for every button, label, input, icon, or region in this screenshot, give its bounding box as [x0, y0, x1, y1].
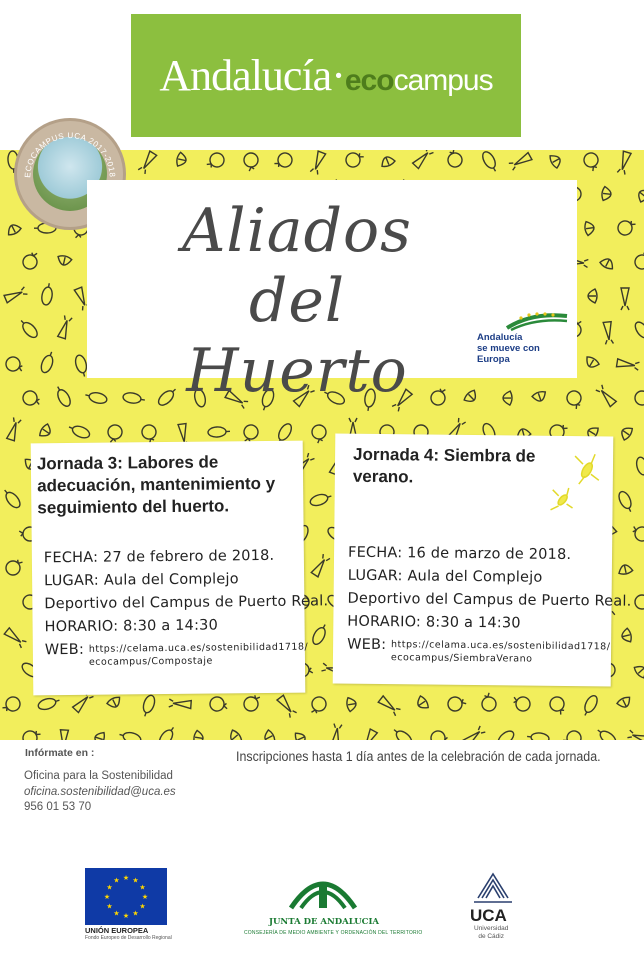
vegetable-doodle [447, 695, 468, 712]
horario-label: HORARIO: [347, 613, 422, 631]
vegetable-doodle [635, 456, 644, 480]
eu-label: UNIÓN EUROPEA [85, 926, 149, 935]
title-line-1: Aliados del [182, 196, 412, 336]
vegetable-doodle [378, 696, 400, 716]
vegetable-doodle [565, 389, 585, 411]
lugar-value: Aula del Complejo [103, 571, 239, 589]
informate-label: Infórmate en : [25, 747, 95, 759]
card-title: Jornada 3: Labores de adecuación, mantenimiento y seguimiento del huerto. [36, 452, 276, 518]
fecha-label: FECHA: [347, 544, 403, 562]
vegetable-doodle [59, 730, 68, 740]
badge-line-1: Andalucía [477, 332, 523, 343]
uca-sub-1: Universidad [474, 925, 509, 932]
vegetable-doodle [169, 699, 192, 709]
vegetable-doodle [493, 728, 516, 740]
vegetable-doodle [619, 425, 634, 442]
vegetable-doodle [84, 390, 108, 405]
eu-star-icon: ★ [139, 902, 146, 911]
contact-phone: 956 01 53 70 [24, 801, 92, 813]
vegetable-doodle [603, 322, 613, 345]
vegetable-doodle [307, 694, 328, 717]
vegetable-doodle [633, 320, 644, 344]
eu-sub: Fondo Europeo de Desarrollo Regional [85, 935, 172, 941]
jornada-4-card [333, 434, 632, 687]
vegetable-doodle [21, 389, 43, 409]
eu-star-icon: ★ [122, 874, 130, 882]
web-link[interactable]: https://celama.uca.es/sostenibilidad1718/ [88, 641, 309, 655]
junta-andalucia-emblem-icon [285, 868, 361, 914]
vegetable-doodle [20, 249, 41, 272]
card-title: Jornada 4: Siembra de verano. [352, 444, 536, 487]
vegetable-doodle [633, 663, 644, 679]
seal-text: ECOCAMPUS UCA 2017-2018 [23, 130, 117, 178]
logo-campus: campus [393, 64, 493, 97]
vegetable-doodle [4, 628, 26, 648]
vegetable-doodle [617, 151, 631, 174]
horario-value: 8:30 a 14:30 [425, 614, 521, 632]
vegetable-doodle [595, 726, 618, 740]
vegetable-doodle [413, 150, 434, 169]
vegetable-doodle [621, 288, 629, 310]
vegetable-doodle [193, 730, 204, 740]
card-details [347, 542, 632, 667]
eu-star-icon: ★ [106, 883, 113, 892]
vegetable-doodle [618, 564, 634, 576]
web-label: WEB: [44, 641, 85, 659]
vegetable-doodle [379, 155, 395, 169]
lugar-label: LUGAR: [347, 567, 403, 585]
vegetable-doodle [311, 554, 330, 577]
web-link-2[interactable]: ecocampus/Compostaje [88, 655, 213, 668]
vegetable-doodle [20, 726, 43, 740]
junta-label: JUNTA DE ANDALUCIA [269, 917, 380, 927]
jornada-3-card [31, 441, 329, 696]
vegetable-doodle [118, 730, 142, 740]
vegetable-doodle [588, 289, 597, 303]
eu-stars-icon [85, 868, 167, 925]
uca-emblem-icon [470, 868, 516, 906]
vegetable-doodle [227, 729, 243, 740]
badge-text [477, 332, 573, 365]
vegetable-doodle [138, 151, 156, 174]
logo-dot: · [331, 51, 345, 100]
svg-text:ECOCAMPUS UCA 2017-2018 [23, 131, 117, 178]
vegetable-doodle [312, 425, 327, 444]
vegetable-doodle [616, 696, 633, 710]
title-line-2: Huerto [186, 336, 408, 406]
vegetable-doodle [429, 729, 450, 740]
contact-email[interactable]: oficina.sostenibilidad@uca.es [24, 785, 176, 798]
vegetable-doodle [157, 724, 178, 740]
eu-star-icon: ★ [113, 909, 120, 918]
vegetable-doodle [526, 731, 549, 740]
vegetable-doodle [601, 186, 612, 201]
vegetable-doodle [344, 150, 366, 169]
lugar-value-2: Deportivo del Campus de Puerto Real. [347, 590, 632, 610]
vegetable-doodle [310, 622, 329, 646]
vegetable-doodle [3, 354, 26, 375]
fecha-value: 16 de marzo de 2018. [407, 545, 572, 564]
vegetable-doodle [4, 287, 27, 303]
vegetable-doodle [510, 693, 532, 714]
lugar-value: Aula del Complejo [407, 568, 543, 586]
vegetable-doodle [106, 696, 123, 710]
vegetable-doodle [176, 152, 188, 168]
vegetable-doodle [294, 730, 308, 740]
office-name: Oficina para la Sostenibilidad [24, 770, 173, 782]
vegetable-doodle [310, 151, 325, 174]
vegetable-doodle [360, 729, 377, 740]
vegetable-doodle [331, 724, 342, 740]
vegetable-doodle [277, 695, 297, 717]
vegetable-doodle [463, 726, 485, 740]
logo-brand: Andalucía [159, 51, 332, 100]
vegetable-doodle [244, 153, 258, 171]
fecha-value: 27 de febrero de 2018. [102, 547, 275, 566]
vegetable-doodle [58, 315, 72, 338]
vegetable-doodle [582, 151, 601, 173]
horario-value: 8:30 a 14:30 [123, 617, 219, 635]
logo-text [159, 50, 492, 101]
vegetable-doodle [1, 487, 23, 510]
card-details [43, 545, 329, 670]
lugar-value-2: Deportivo del Campus de Puerto Real. [44, 593, 329, 613]
eu-star-icon: ★ [103, 893, 111, 901]
vegetable-doodle [580, 694, 599, 718]
junta-sub: CONSEJERÍA DE MEDIO AMBIENTE Y ORDENACIÓN DEL TERRITORIO [244, 930, 423, 936]
horario-label: HORARIO: [44, 618, 119, 636]
vegetable-doodle [140, 694, 157, 718]
vegetable-doodle [93, 730, 106, 740]
vegetable-doodle [41, 282, 55, 305]
web-link-2[interactable]: ecocampus/SiembraVerano [390, 652, 533, 665]
uca-sub-2: de Cádiz [478, 933, 504, 940]
vegetable-doodle [272, 150, 295, 171]
vegetable-doodle [262, 729, 276, 740]
eu-star-icon: ★ [122, 912, 130, 920]
vegetable-doodle [632, 592, 644, 615]
vegetable-doodle [445, 150, 463, 169]
vegetable-doodle [415, 695, 430, 712]
vegetable-doodle [38, 423, 53, 440]
eu-star-icon: ★ [132, 909, 139, 918]
vegetable-doodle [309, 491, 333, 507]
poster-title [127, 196, 467, 406]
eu-star-icon: ★ [139, 883, 146, 892]
vegetable-doodle [208, 426, 230, 437]
vegetable-doodle [391, 726, 414, 740]
vegetable-doodle [3, 555, 26, 577]
vegetable-doodle [615, 216, 638, 237]
andalucia-europa-badge [477, 310, 573, 370]
vegetable-doodle [106, 424, 124, 445]
vegetable-doodle [0, 694, 23, 715]
vegetable-doodle [627, 730, 644, 740]
vegetable-doodle [547, 694, 568, 717]
vegetable-doodle [480, 692, 497, 712]
vegetable-doodle [561, 729, 583, 740]
vegetable-doodle [241, 691, 263, 714]
vegetable-doodle [37, 695, 61, 711]
web-link[interactable]: https://celama.uca.es/sostenibilidad1718/ [391, 639, 611, 653]
vegetable-doodle [635, 391, 644, 405]
web-label: WEB: [347, 636, 387, 654]
europa-swoosh-icon [477, 310, 573, 332]
vegetable-doodle [39, 350, 56, 374]
vegetable-doodle [584, 221, 595, 236]
vegetable-doodle [635, 187, 644, 204]
logo-eco: eco [344, 64, 394, 97]
eu-flag-icon [85, 868, 167, 925]
vegetable-doodle [67, 422, 91, 440]
vegetable-doodle [620, 628, 632, 644]
vegetable-doodle [596, 385, 616, 407]
vegetable-doodle [583, 355, 600, 370]
vegetable-doodle [531, 390, 547, 403]
andalucia-ecocampus-logo [131, 14, 521, 137]
vegetable-doodle [346, 697, 357, 712]
vegetable-doodle [629, 522, 644, 543]
vegetable-doodle [509, 153, 532, 171]
insect-doodle-icon [544, 450, 605, 521]
eu-star-icon: ★ [141, 893, 149, 901]
uca-label: UCA [470, 906, 507, 925]
vegetable-doodle [616, 359, 639, 370]
eu-star-icon: ★ [113, 876, 120, 885]
vegetable-doodle [599, 256, 616, 270]
vegetable-doodle [548, 152, 563, 169]
inscripciones-note: Inscripciones hasta 1 día antes de la celebración de cada jornada. [236, 749, 601, 764]
badge-line-2: se mueve con Europa [477, 343, 540, 365]
contact-info [24, 769, 176, 816]
vegetable-doodle [17, 317, 39, 340]
vegetable-doodle [503, 391, 512, 405]
vegetable-doodle [204, 150, 227, 172]
vegetable-doodle [480, 150, 500, 174]
title-panel [87, 180, 577, 406]
eu-star-icon: ★ [132, 876, 139, 885]
vegetable-doodle [208, 695, 229, 713]
uca-sub [474, 925, 508, 941]
vegetable-doodle [53, 384, 72, 408]
vegetable-doodle [57, 255, 73, 267]
vegetable-doodle [7, 417, 21, 440]
vegetable-doodle [617, 490, 636, 514]
lugar-label: LUGAR: [44, 572, 100, 590]
vegetable-doodle [632, 249, 644, 272]
fecha-label: FECHA: [43, 549, 99, 567]
eu-star-icon: ★ [106, 902, 113, 911]
